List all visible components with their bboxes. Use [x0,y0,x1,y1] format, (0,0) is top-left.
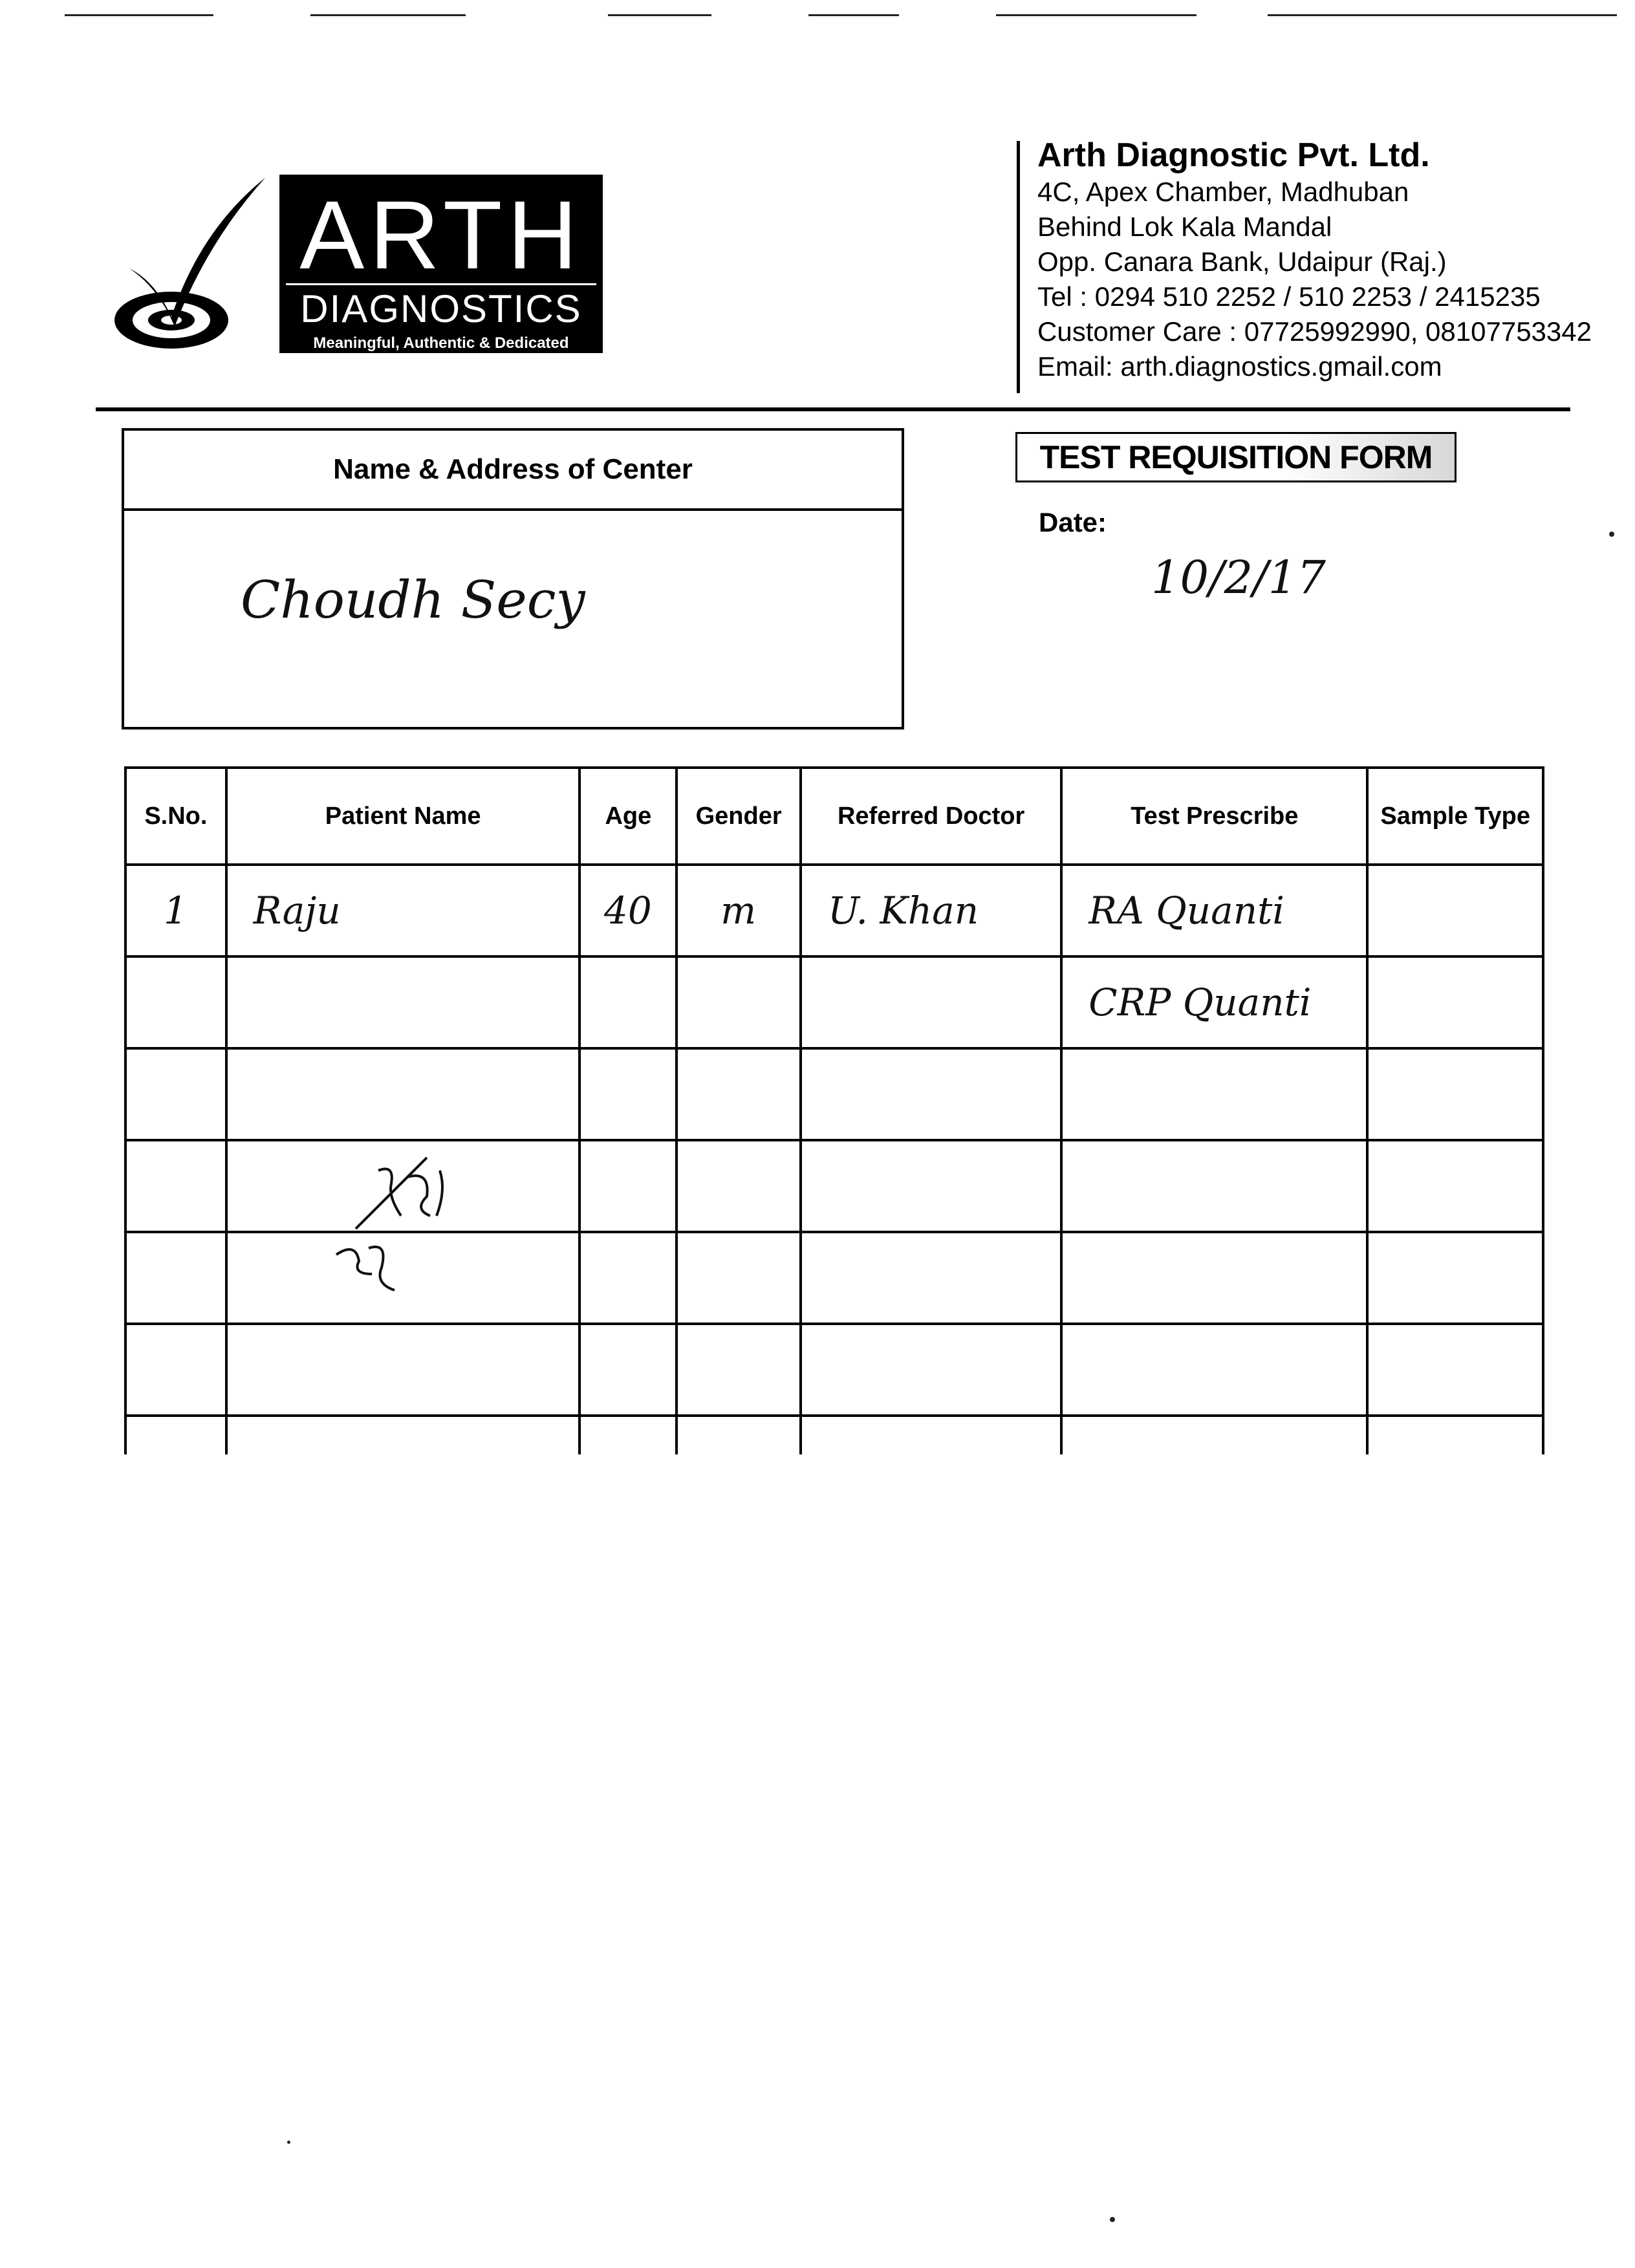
cell-sample-type[interactable] [1367,1232,1543,1324]
cell-test-prescribe[interactable] [1061,1324,1367,1416]
cell-age[interactable] [579,1324,677,1416]
cell-referred-doctor[interactable] [801,1324,1061,1416]
address-line: 4C, Apex Chamber, Madhuban [1037,177,1409,207]
scan-mark [608,14,711,16]
scan-mark [65,14,213,16]
brand-logo [279,175,603,353]
logo-tagline: Meaningful, Authentic & Dedicated [313,334,569,352]
col-header-age: Age [579,768,677,865]
cell-age[interactable] [579,1140,677,1232]
cell-empty [1061,1416,1367,1454]
cell-sample-type[interactable] [1367,865,1543,956]
cell-sample-type[interactable] [1367,1324,1543,1416]
table-row [125,956,1543,1048]
cell-sno[interactable]: 1 [125,865,226,956]
company-divider [1017,141,1020,393]
cell-gender[interactable] [677,956,801,1048]
table-row [125,865,1543,956]
company-tel: Tel : 0294 510 2252 / 510 2253 / 2415235 [1037,281,1541,312]
cell-age[interactable] [579,956,677,1048]
table-header-row [125,768,1543,865]
address-line: Opp. Canara Bank, Udaipur (Raj.) [1037,246,1447,277]
cell-gender[interactable] [677,1048,801,1140]
center-value[interactable]: Choudh Secy [241,570,585,630]
col-header-referred-doctor: Referred Doctor [801,768,1061,865]
cell-referred-doctor[interactable]: U. Khan [801,865,1061,956]
col-header-gender: Gender [677,768,801,865]
cell-gender[interactable] [677,1232,801,1324]
table-row [125,1324,1543,1416]
cell-sample-type[interactable] [1367,1140,1543,1232]
cell-empty [579,1416,677,1454]
date-label: Date: [1039,507,1107,537]
cell-sno[interactable] [125,1324,226,1416]
cell-empty [125,1416,226,1454]
address-line: Behind Lok Kala Mandal [1037,211,1332,242]
cell-gender[interactable] [677,1324,801,1416]
center-section [122,428,904,729]
center-label: Name & Address of Center [124,431,902,511]
cell-gender[interactable]: m [677,865,801,956]
scan-mark [808,14,899,16]
header-divider [96,407,1570,411]
requisition-table [124,766,1544,1454]
cell-age[interactable] [579,1048,677,1140]
cell-patient-name[interactable]: Raju [226,865,580,956]
company-info [1037,136,1619,384]
cell-sno[interactable] [125,1140,226,1232]
cell-sno[interactable] [125,1048,226,1140]
cell-sno[interactable] [125,1232,226,1324]
cell-empty [801,1416,1061,1454]
scan-dot [1110,2217,1115,2222]
cell-empty [677,1416,801,1454]
date-value[interactable]: 10/2/17 [1151,551,1326,604]
table-row-partial [125,1416,1543,1454]
cell-patient-name[interactable] [226,956,580,1048]
target-check-logo-icon [110,171,278,365]
scan-mark [996,14,1196,16]
form-title: TEST REQUISITION FORM [1015,432,1456,482]
scan-mark [1268,14,1617,16]
cell-referred-doctor[interactable] [801,1140,1061,1232]
col-header-patient-name: Patient Name [226,768,580,865]
cell-patient-name[interactable] [226,1324,580,1416]
table-row [125,1048,1543,1140]
scan-mark [310,14,466,16]
cell-age[interactable]: 40 [579,865,677,956]
cell-referred-doctor[interactable] [801,1232,1061,1324]
logo-wordmark: ARTH [299,180,583,289]
logo-subtitle: DIAGNOSTICS [286,283,596,329]
company-name: Arth Diagnostic Pvt. Ltd. [1037,136,1430,174]
cell-sno[interactable] [125,956,226,1048]
cell-gender[interactable] [677,1140,801,1232]
col-header-test-prescribe: Test Prescribe [1061,768,1367,865]
col-header-sample-type: Sample Type [1367,768,1543,865]
col-header-sno: S.No. [125,768,226,865]
scan-dot [1609,532,1614,537]
cell-test-prescribe[interactable] [1061,1232,1367,1324]
cell-test-prescribe[interactable]: RA Quanti [1061,865,1367,956]
company-customer-care: Customer Care : 07725992990, 08107753342 [1037,316,1592,347]
cell-sample-type[interactable] [1367,1048,1543,1140]
cell-test-prescribe[interactable] [1061,1048,1367,1140]
scan-dot [287,2141,290,2144]
cell-patient-name[interactable] [226,1048,580,1140]
company-email: Email: arth.diagnostics.gmail.com [1037,351,1442,382]
cell-test-prescribe[interactable]: CRP Quanti [1061,956,1367,1048]
cell-referred-doctor[interactable] [801,1048,1061,1140]
cell-referred-doctor[interactable] [801,956,1061,1048]
signature-scribble [317,1145,466,1313]
cell-sample-type[interactable] [1367,956,1543,1048]
cell-empty [226,1416,580,1454]
cell-test-prescribe[interactable] [1061,1140,1367,1232]
cell-age[interactable] [579,1232,677,1324]
cell-empty [1367,1416,1543,1454]
